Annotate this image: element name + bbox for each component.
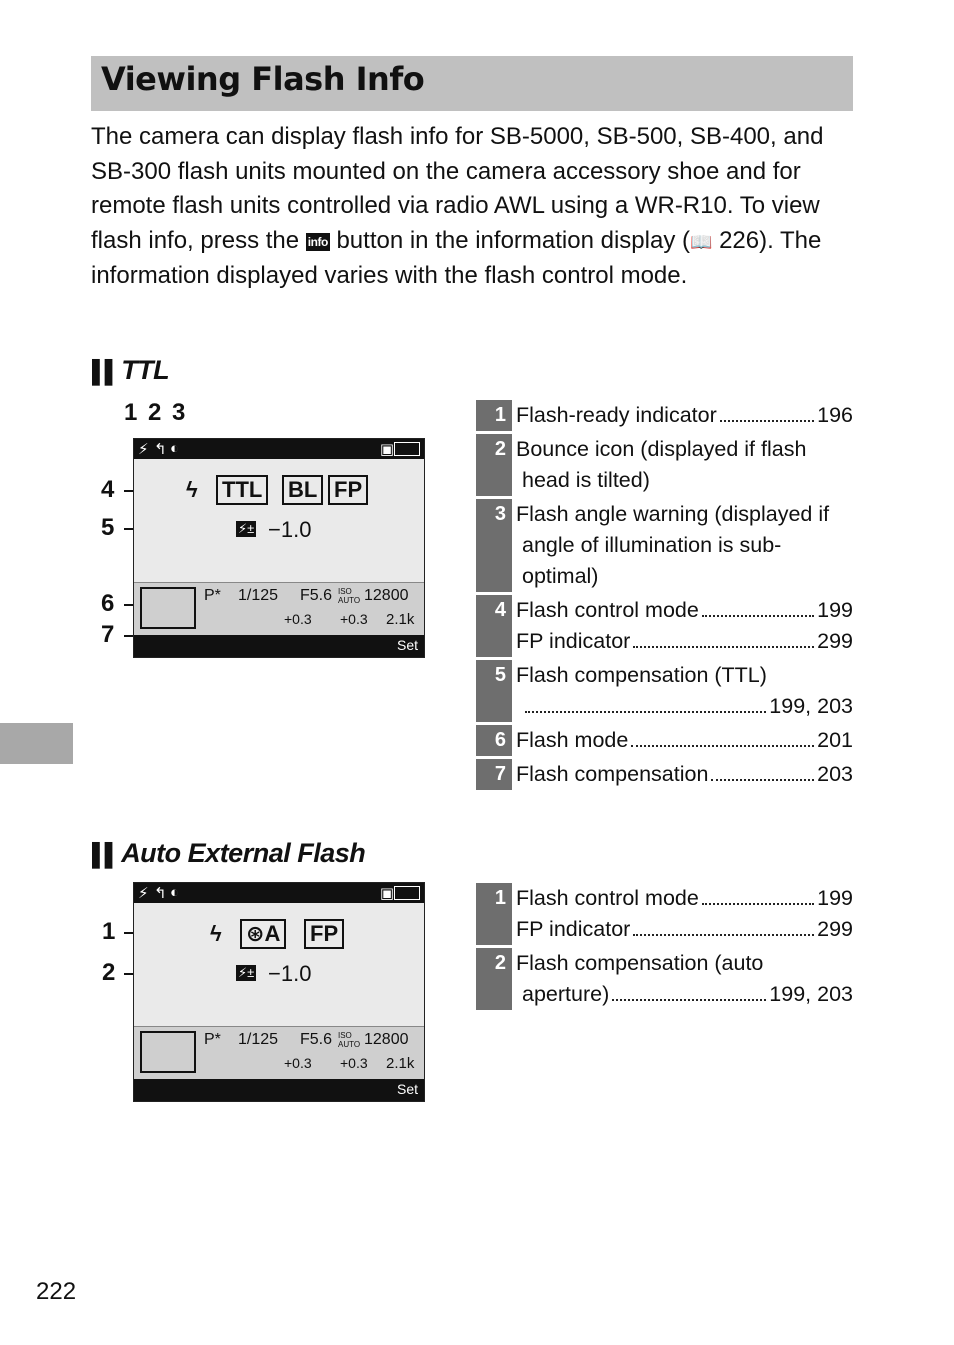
title-bar	[91, 56, 853, 111]
battery-icon	[394, 886, 420, 900]
row-page-ref: 199	[817, 598, 853, 622]
row-body	[512, 434, 853, 496]
callout-1: 1	[124, 399, 138, 426]
screen-top-bar	[134, 883, 424, 903]
row-page-ref: 299	[817, 917, 853, 941]
callout-2: 2	[102, 959, 116, 986]
flash-ready-icon: ⚡	[138, 885, 149, 902]
mode-box: BL	[282, 475, 323, 505]
flash-comp-value: −1.0	[268, 517, 312, 542]
row-page-ref: 199	[817, 886, 853, 910]
intro-text-3: 226). The information displayed varies with the flash control mode.	[91, 226, 822, 290]
callout-6: 6	[101, 590, 115, 617]
row-body	[512, 595, 853, 657]
row-number: 3	[476, 499, 512, 592]
intro-paragraph	[91, 120, 853, 294]
row-number: 6	[476, 725, 512, 756]
section-marks: ▌▌	[92, 842, 118, 867]
table-row	[476, 660, 853, 722]
aperture-icon: ⊛	[246, 921, 265, 946]
row-body	[512, 400, 853, 431]
section-title: Auto External Flash	[121, 838, 366, 868]
aperture: F5.6	[300, 1031, 333, 1048]
callout-1: 1	[102, 918, 116, 945]
iso-value: 12800	[364, 587, 409, 604]
row-line	[516, 759, 853, 790]
row-text: Flash control mode	[516, 886, 699, 910]
screen-info-area	[134, 582, 424, 638]
dot-leader	[720, 420, 814, 422]
dot-leader	[633, 934, 814, 936]
dot-leader	[525, 711, 766, 713]
angle-warning-icon: ◐	[170, 884, 180, 901]
book-icon: 📖	[689, 231, 713, 252]
exposure-mode: P*	[204, 1031, 221, 1048]
row-body	[512, 499, 853, 592]
callout-4: 4	[101, 476, 115, 503]
row-line	[516, 626, 853, 657]
row-page-ref: 201	[817, 728, 853, 752]
mode-box: TTL	[216, 475, 268, 505]
callout-2: 2	[148, 399, 162, 426]
row-page-ref: 203	[817, 762, 853, 786]
row-number: 1	[476, 883, 512, 945]
row-text: Flash compensation	[516, 762, 709, 786]
aperture: F5.6	[300, 587, 333, 604]
section-title: TTL	[121, 355, 170, 385]
row-line	[516, 499, 853, 530]
row-body	[512, 759, 853, 790]
row-text: angle of illumination is sub-	[522, 533, 782, 557]
row-line	[516, 948, 853, 979]
page-title: Viewing Flash Info	[101, 60, 425, 98]
row-line	[516, 561, 853, 592]
flash-comp-status: +0.3	[284, 1055, 312, 1071]
row-line	[516, 434, 853, 465]
row-text: Flash angle warning (displayed if	[516, 502, 830, 526]
bounce-icon: ↰	[154, 441, 167, 458]
row-body	[512, 948, 853, 1010]
table-row	[476, 499, 853, 592]
mode-box	[240, 919, 286, 949]
dot-leader	[711, 779, 814, 781]
exposure-mode: P*	[204, 587, 221, 604]
table-row	[476, 948, 853, 1010]
section-heading-auto	[92, 838, 365, 869]
page-number: 222	[36, 1278, 77, 1305]
reference-table-auto	[476, 883, 853, 1013]
set-label: Set	[396, 1081, 418, 1097]
dot-leader	[702, 903, 814, 905]
screen-footer	[134, 635, 424, 657]
row-text: Flash control mode	[516, 598, 699, 622]
row-text: optimal)	[522, 564, 599, 588]
row-number: 2	[476, 948, 512, 1010]
exposure-comp-status: +0.3	[340, 611, 368, 627]
row-line	[516, 979, 853, 1010]
row-body	[512, 883, 853, 945]
dot-leader	[631, 745, 814, 747]
table-row	[476, 400, 853, 431]
row-text: Bounce icon (displayed if flash	[516, 437, 807, 461]
dot-leader	[702, 615, 814, 617]
table-row	[476, 759, 853, 790]
flash-mode-frame	[140, 587, 196, 629]
row-line	[516, 914, 853, 945]
mode-box: FP	[304, 919, 344, 949]
flash-ready-icon: ⚡	[138, 441, 149, 458]
info-button-icon: info	[307, 234, 328, 249]
camera-screen-ttl	[133, 438, 425, 658]
buffer-status: 2.1k	[386, 1055, 415, 1072]
flash-wireless-icon: ϟ	[210, 921, 222, 946]
row-line	[516, 660, 853, 691]
row-text: FP indicator	[516, 917, 631, 941]
flash-comp-status: +0.3	[284, 611, 312, 627]
flash-comp-value: −1.0	[268, 961, 312, 986]
row-text: Flash-ready indicator	[516, 403, 717, 427]
row-line	[516, 691, 853, 722]
row-line	[516, 530, 853, 561]
section-marks: ▌▌	[92, 359, 118, 384]
row-line	[516, 883, 853, 914]
flash-comp-icon: ⚡±	[238, 965, 255, 980]
row-number: 5	[476, 660, 512, 722]
row-text: FP indicator	[516, 629, 631, 653]
side-tab	[0, 723, 73, 764]
row-number: 7	[476, 759, 512, 790]
callout-5: 5	[101, 514, 115, 541]
dot-leader	[633, 646, 814, 648]
row-line	[516, 725, 853, 756]
screen-info-area	[134, 1026, 424, 1082]
mode-box-label: A	[264, 921, 281, 946]
row-number: 2	[476, 434, 512, 496]
row-body	[512, 660, 853, 722]
camera-icon: ▣	[379, 885, 394, 902]
buffer-status: 2.1k	[386, 611, 415, 628]
flash-mode-frame	[140, 1031, 196, 1073]
angle-warning-icon: ◐	[170, 440, 180, 457]
row-page-ref: 199, 203	[769, 982, 853, 1006]
shutter-speed: 1/125	[238, 587, 279, 604]
exposure-comp-status: +0.3	[340, 1055, 368, 1071]
row-text: Flash mode	[516, 728, 629, 752]
row-text: aperture)	[522, 982, 610, 1006]
row-body	[512, 725, 853, 756]
row-line	[516, 400, 853, 431]
screen-top-bar	[134, 439, 424, 459]
shutter-speed: 1/125	[238, 1031, 279, 1048]
table-row	[476, 725, 853, 756]
row-line	[516, 595, 853, 626]
mode-box: FP	[328, 475, 368, 505]
camera-icon: ▣	[379, 441, 394, 458]
camera-screen-auto	[133, 882, 425, 1102]
intro-text-2: button in the information display (	[329, 226, 690, 254]
intro-text-1: The camera can display flash info for SB-5000, SB-500, SB-400, and SB-300 flash units mounted on the camera accessory shoe and for remote flash units controlled via radio AWL using a WR-R10. To view flash info, press the	[91, 123, 824, 254]
set-label: Set	[396, 637, 418, 653]
row-page-ref: 199, 203	[769, 694, 853, 718]
flash-wireless-icon: ϟ	[186, 477, 198, 502]
screen-footer	[134, 1079, 424, 1101]
iso-label: ISO AUTO	[338, 1031, 361, 1049]
row-number: 1	[476, 400, 512, 431]
row-text: head is tilted)	[522, 468, 650, 492]
section-heading-ttl	[92, 355, 169, 386]
iso-value: 12800	[364, 1031, 409, 1048]
row-number: 4	[476, 595, 512, 657]
row-page-ref: 196	[817, 403, 853, 427]
callout-7: 7	[101, 621, 115, 648]
callout-3: 3	[172, 399, 186, 426]
row-text: Flash compensation (TTL)	[516, 663, 767, 687]
reference-table-ttl	[476, 400, 853, 793]
table-row	[476, 434, 853, 496]
row-page-ref: 299	[817, 629, 853, 653]
table-row	[476, 883, 853, 945]
battery-icon	[394, 442, 420, 456]
table-row	[476, 595, 853, 657]
dot-leader	[612, 999, 766, 1001]
flash-comp-icon: ⚡±	[238, 521, 255, 536]
bounce-icon: ↰	[154, 885, 167, 902]
row-line	[516, 465, 853, 496]
row-text: Flash compensation (auto	[516, 951, 764, 975]
iso-label: ISO AUTO	[338, 587, 361, 605]
